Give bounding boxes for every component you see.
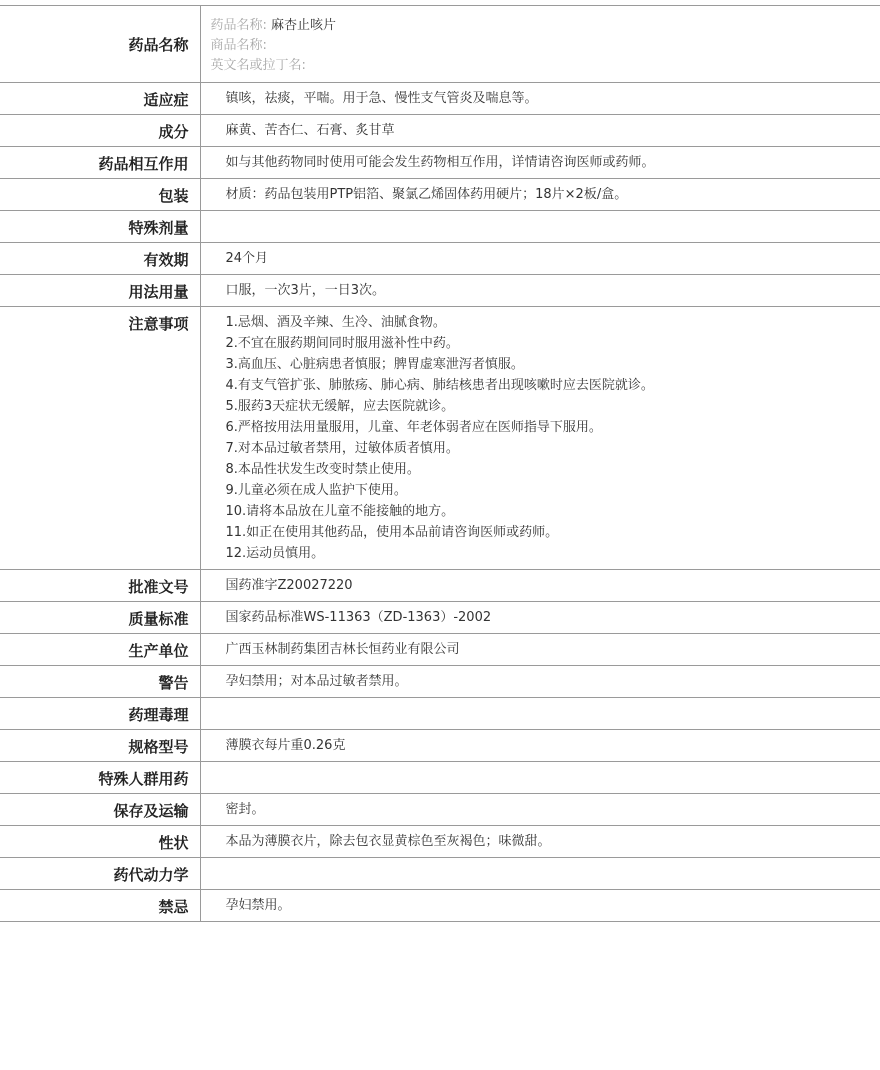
value-interactions: 如与其他药物同时使用可能会发生药物相互作用，详情请咨询医师或药师。	[225, 155, 655, 170]
precaution-item: 10.请将本品放在儿童不能接触的地方。	[225, 504, 455, 519]
precaution-item: 6.严格按用法用量服用，儿童、年老体弱者应在医师指导下服用。	[225, 420, 602, 435]
value-pharmacokinetics	[200, 858, 880, 890]
row-quality-standard	[0, 602, 880, 634]
row-precautions	[0, 307, 880, 570]
value-approval-number: 国药准字Z20027220	[225, 578, 353, 593]
value-description: 本品为薄膜衣片，除去包衣显黄棕色至灰褐色；味微甜。	[225, 834, 551, 849]
precaution-item: 8.本品性状发生改变时禁止使用。	[225, 462, 420, 477]
label-special-populations: 特殊人群用药	[0, 762, 200, 794]
value-pharmacology	[200, 698, 880, 730]
value-warning: 孕妇禁用；对本品过敏者禁用。	[225, 674, 408, 689]
precaution-item: 7.对本品过敏者禁用，过敏体质者慎用。	[225, 441, 459, 456]
value-usage: 口服，一次3片，一日3次。	[225, 283, 386, 298]
row-drug-name	[0, 6, 880, 83]
label-warning: 警告	[0, 666, 200, 698]
latin-name-line	[211, 56, 880, 76]
value-special-dosage	[200, 211, 880, 243]
latin-name-key: 英文名或拉丁名:	[210, 58, 306, 73]
row-packaging	[0, 179, 880, 211]
label-packaging: 包装	[0, 179, 200, 211]
row-description	[0, 826, 880, 858]
row-interactions	[0, 147, 880, 179]
label-indications: 适应症	[0, 83, 200, 115]
precaution-item: 5.服药3天症状无缓解，应去医院就诊。	[225, 399, 455, 414]
row-pharmacokinetics	[0, 858, 880, 890]
label-manufacturer: 生产单位	[0, 634, 200, 666]
label-pharmacology: 药理毒理	[0, 698, 200, 730]
row-ingredients	[0, 115, 880, 147]
row-indications	[0, 83, 880, 115]
precaution-item: 3.高血压、心脏病患者慎服；脾胃虚寒泄泻者慎服。	[225, 357, 524, 372]
row-contraindications	[0, 890, 880, 922]
value-packaging: 材质：药品包装用PTP铝箔、聚氯乙烯固体药用硬片；18片×2板/盒。	[225, 187, 628, 202]
label-interactions: 药品相互作用	[0, 147, 200, 179]
label-drug-name: 药品名称	[0, 6, 200, 83]
precaution-item: 9.儿童必须在成人监护下使用。	[225, 483, 407, 498]
row-shelf-life	[0, 243, 880, 275]
label-special-dosage: 特殊剂量	[0, 211, 200, 243]
value-precautions	[200, 307, 880, 570]
value-quality-standard: 国家药品标准WS-11363（ZD-1363）-2002	[225, 610, 492, 625]
value-drug-name	[200, 6, 880, 83]
drug-name-key: 药品名称:	[210, 18, 267, 33]
label-shelf-life: 有效期	[0, 243, 200, 275]
value-manufacturer: 广西玉林制药集团吉林长恒药业有限公司	[225, 642, 460, 657]
row-special-dosage	[0, 211, 880, 243]
drug-name-value: 麻杏止咳片	[271, 18, 337, 33]
label-description: 性状	[0, 826, 200, 858]
value-indications: 镇咳，祛痰，平喘。用于急、慢性支气管炎及喘息等。	[225, 91, 538, 106]
label-specification: 规格型号	[0, 730, 200, 762]
label-quality-standard: 质量标准	[0, 602, 200, 634]
drug-name-line	[211, 16, 880, 36]
label-ingredients: 成分	[0, 115, 200, 147]
precaution-item: 4.有支气管扩张、肺脓疡、肺心病、肺结核患者出现咳嗽时应去医院就诊。	[225, 378, 654, 393]
value-contraindications: 孕妇禁用。	[225, 898, 291, 913]
value-specification: 薄膜衣每片重0.26克	[225, 738, 346, 753]
label-storage: 保存及运输	[0, 794, 200, 826]
trade-name-key: 商品名称:	[210, 38, 267, 53]
trade-name-line	[211, 36, 880, 56]
row-special-populations	[0, 762, 880, 794]
precaution-item: 11.如正在使用其他药品，使用本品前请咨询医师或药师。	[225, 525, 559, 540]
label-approval-number: 批准文号	[0, 570, 200, 602]
precaution-item: 12.运动员慎用。	[225, 546, 325, 561]
precaution-item: 1.忌烟、酒及辛辣、生冷、油腻食物。	[225, 315, 446, 330]
row-storage	[0, 794, 880, 826]
value-shelf-life: 24个月	[225, 251, 269, 266]
value-ingredients: 麻黄、苦杏仁、石膏、炙甘草	[225, 123, 395, 138]
row-manufacturer	[0, 634, 880, 666]
row-pharmacology	[0, 698, 880, 730]
precaution-item: 2.不宜在服药期间同时服用滋补性中药。	[225, 336, 459, 351]
row-specification	[0, 730, 880, 762]
drug-spec-table	[0, 5, 880, 922]
value-storage: 密封。	[225, 802, 265, 817]
row-warning	[0, 666, 880, 698]
row-approval-number	[0, 570, 880, 602]
row-usage	[0, 275, 880, 307]
label-pharmacokinetics: 药代动力学	[0, 858, 200, 890]
label-usage: 用法用量	[0, 275, 200, 307]
label-precautions: 注意事项	[0, 307, 200, 570]
label-contraindications: 禁忌	[0, 890, 200, 922]
value-special-populations	[200, 762, 880, 794]
